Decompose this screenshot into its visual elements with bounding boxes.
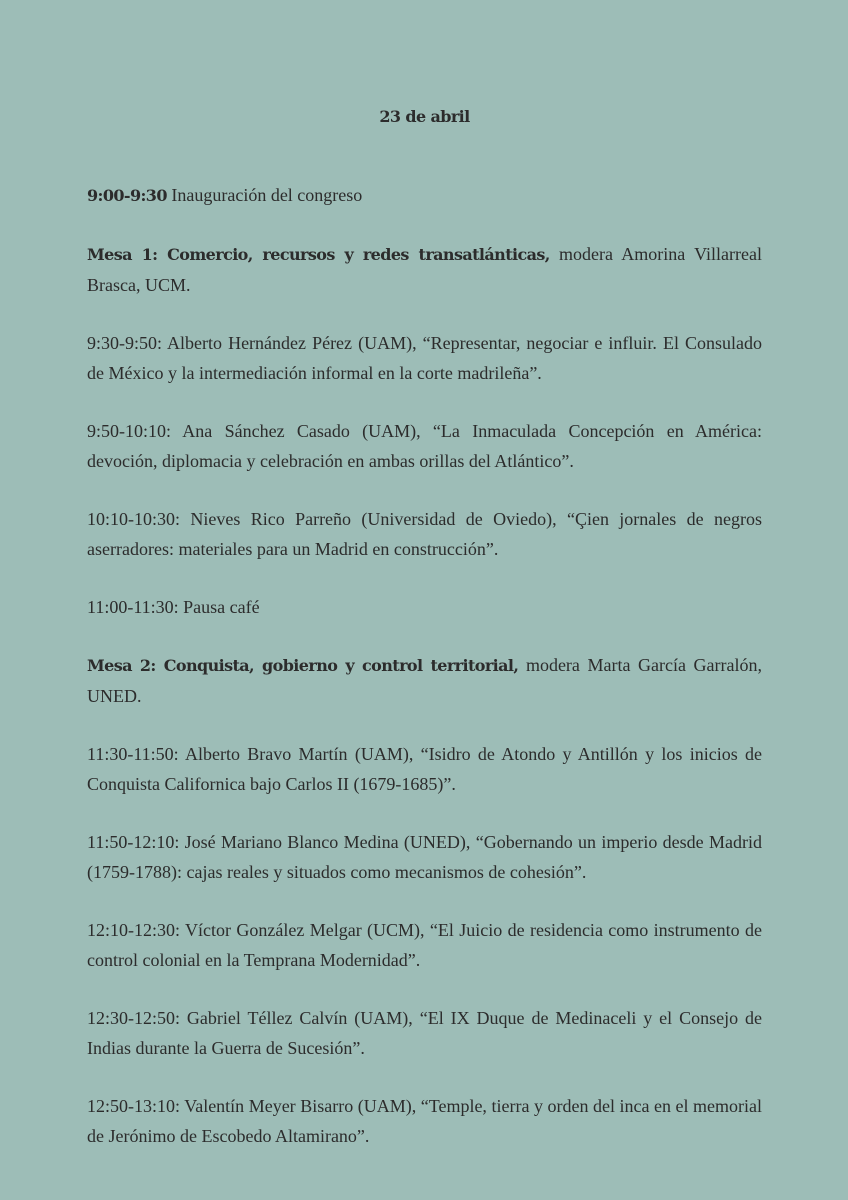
- program-page: [87, 102, 762, 1179]
- talk-entry: 10:10-10:30: Nieves Rico Parreño (Universidad de Oviedo), “Çien jornales de negros aserradores: materiales para un Madrid en construcción”.: [87, 509, 762, 559]
- talk-entry: 12:30-12:50: Gabriel Téllez Calvín (UAM), “El IX Duque de Medinaceli y el Consejo de Indias durante la Guerra de Sucesión”.: [87, 1008, 762, 1058]
- talk-entry: 11:50-12:10: José Mariano Blanco Medina (UNED), “Gobernando un imperio desde Madrid (1759-1788): cajas reales y situados como mecanismos de cohesión”.: [87, 832, 762, 882]
- opening-text: Inauguración del congreso: [166, 185, 363, 205]
- talk-entry: 9:50-10:10: Ana Sánchez Casado (UAM), “La Inmaculada Concepción en América: devoción, diplomacia y celebración en ambas orillas del Atlántico”.: [87, 421, 762, 471]
- mesa-2-heading: [87, 650, 762, 711]
- talk-entry: 11:30-11:50: Alberto Bravo Martín (UAM), “Isidro de Atondo y Antillón y los inicios de Conquista Californica bajo Carlos II (1679-1685)”.: [87, 744, 762, 794]
- mesa-1-title: Mesa 1: Comercio, recursos y redes transatlánticas,: [87, 245, 550, 264]
- talk-entry: 12:10-12:30: Víctor González Melgar (UCM), “El Juicio de residencia como instrumento de control colonial en la Temprana Modernidad”.: [87, 920, 762, 970]
- talk-entry: 9:30-9:50: Alberto Hernández Pérez (UAM), “Representar, negociar e influir. El Consulado de México y la intermediación informal en la corte madrileña”.: [87, 333, 762, 383]
- opening-entry: [87, 180, 762, 211]
- mesa-1-moderator: modera Amorina Villarreal Brasca, UCM.: [87, 244, 762, 295]
- coffee-break: 11:00-11:30: Pausa café: [87, 597, 260, 617]
- mesa-2-moderator: modera Marta García Garralón, UNED.: [87, 655, 762, 706]
- mesa-1-heading: [87, 239, 762, 300]
- mesa-2-title: Mesa 2: Conquista, gobierno y control territorial,: [87, 656, 519, 675]
- talk-entry: 12:50-13:10: Valentín Meyer Bisarro (UAM), “Temple, tierra y orden del inca en el memorial de Jerónimo de Escobedo Altamirano”.: [87, 1096, 762, 1146]
- opening-time: 9:00-9:30: [87, 186, 167, 205]
- date-heading: 23 de abril: [379, 107, 470, 126]
